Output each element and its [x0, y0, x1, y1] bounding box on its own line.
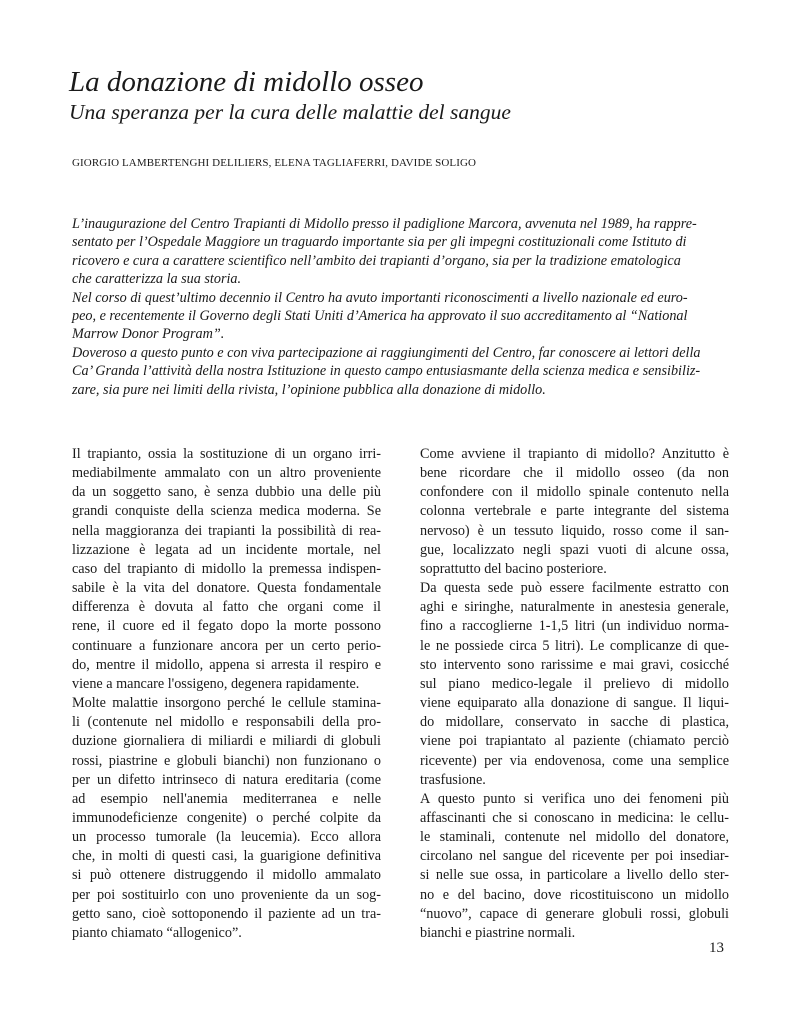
abstract-line: Doveroso a questo punto e con viva partecipazione ai raggiungimenti del Centro, far conoscere ai lettori della: [72, 344, 701, 361]
body-line: do, mentre il midollo, appena si arresta il respiro e: [72, 656, 381, 673]
body-line: si può ottenere distruggendo il midollo ammalato: [72, 867, 381, 884]
body-line: viene equiparato alla donazione di sangue. Il liqui-: [420, 695, 729, 712]
body-line: per poi sostituirlo con uno proveniente da un sog-: [72, 886, 381, 903]
body-line: soprattutto del bacino posteriore.: [420, 560, 607, 577]
abstract-line: che caratterizza la sua storia.: [72, 271, 242, 288]
body-line: pianto chiamato “allogenico”.: [72, 924, 242, 941]
body-line: rene, il cuore ed il fegato dopo la morte possono: [72, 618, 381, 635]
body-line: gue, localizzato negli spazi vuoti di alcune ossa,: [420, 541, 729, 558]
abstract-line: Marrow Donor Program”.: [72, 326, 225, 343]
article-abstract: [72, 215, 732, 399]
body-line: Come avviene il trapianto di midollo? Anzitutto è: [420, 446, 729, 462]
body-line: li (contenute nel midollo e responsabili della pro-: [72, 714, 381, 731]
body-line: continuare a funzionare ancora per un certo perio-: [72, 637, 381, 654]
article-subtitle: Una speranza per la cura delle malattie del sangue: [69, 100, 511, 124]
body-line: circolano nel sangue del ricevente per poi insediar-: [420, 848, 729, 865]
body-column-left: [72, 445, 381, 943]
body-line: sto intervento sono rarissime e mai gravi, cosicché: [420, 656, 729, 673]
body-line: trasfusione.: [420, 771, 486, 788]
body-line: si nelle sue ossa, in particolare a livello dello ster-: [420, 867, 729, 884]
abstract-line: sentato per l’Ospedale Maggiore un traguardo importante sia per gli impegni costituzionali come Istituto di: [72, 234, 687, 251]
page-number: 13: [709, 940, 724, 956]
abstract-line: Nel corso di quest’ultimo decennio il Centro ha avuto importanti riconoscimenti a livello nazionale ed euro-: [72, 289, 688, 306]
body-line: ad esempio nell'anemia mediterranea e nelle: [72, 790, 381, 807]
body-line: getto sano, cioè sottoponendo il paziente ad un tra-: [72, 905, 381, 922]
body-line: no e del bacino, dove ricostituiscono un midollo: [420, 886, 729, 903]
body-line: lizzazione è legata ad un incidente mortale, nel: [72, 541, 381, 558]
body-line: sul piano medico-legale il prelievo di midollo: [420, 675, 729, 692]
body-line: rossi, piastrine e globuli bianchi) non funzionano o: [72, 752, 381, 769]
abstract-line: zare, sia pure nei limiti della rivista, l’opinione pubblica alla donazione di midollo.: [72, 381, 546, 398]
body-line: nervoso) è un tessuto liquido, rosso come il san-: [420, 522, 729, 539]
body-line: caso del trapianto di midollo la premessa indispen-: [72, 560, 381, 577]
body-line: affascinanti che si conoscano in medicina: le cellu-: [420, 809, 729, 826]
body-line: ricevente) per via endovenosa, come una semplice: [420, 752, 729, 769]
body-line: le staminali, contenute nel midollo del donatore,: [420, 829, 729, 846]
body-line: colonna vertebrale e parte integrante del sistema: [420, 503, 729, 520]
body-column-right: [420, 445, 729, 943]
body-line: differenza è dovuta al fatto che organi come il: [72, 599, 381, 616]
body-line: un processo tumorale (la leucemia). Ecco allora: [72, 829, 381, 846]
body-line: bianchi e piastrine normali.: [420, 924, 576, 941]
body-line: aghi e siringhe, naturalmente in anestesia generale,: [420, 599, 729, 616]
body-line: Da questa sede può essere facilmente estratto con: [420, 580, 729, 597]
body-line: Molte malattie insorgono perché le cellule stamina-: [72, 695, 381, 712]
body-line: duzione giornaliera di miliardi e miliardi di globuli: [72, 733, 381, 750]
body-line: fino a raccoglierne 1-1,5 litri (un individuo norma-: [420, 618, 729, 635]
body-line: le ne possiede circa 5 litri). Le complicanze di que-: [420, 637, 729, 654]
body-line: grandi conquiste della scienza medica moderna. Se: [72, 503, 381, 520]
body-line: Il trapianto, ossia la sostituzione di un organo irri-: [72, 446, 381, 462]
article-title: La donazione di midollo osseo: [69, 66, 424, 98]
body-line: confondere con il midollo spinale contenuto nella: [420, 484, 729, 501]
body-line: mediabilmente ammalato con un altro proveniente: [72, 465, 381, 482]
body-line: che, in molti di questi casi, la guarigione definitiva: [72, 848, 381, 865]
body-line: per un difetto intrinseco di natura ereditaria (come: [72, 771, 381, 788]
abstract-line: peo, e recentemente il Governo degli Stati Uniti d’America ha approvato il suo accreditamento al “National: [72, 308, 688, 325]
article-authors: GIORGIO LAMBERTENGHI DELILIERS, ELENA TAGLIAFERRI, DAVIDE SOLIGO: [72, 157, 477, 169]
abstract-line: ricovero e cura a carattere scientifico nell’ambito dei trapianti d’organo, sia per la tradizione ematologica: [72, 252, 681, 269]
body-line: A questo punto si verifica uno dei fenomeni più: [420, 790, 729, 807]
body-line: bene ricordare che il midollo osseo (da non: [420, 465, 729, 482]
body-line: do midollare, conservato in sacche di plastica,: [420, 714, 729, 731]
body-line: immunodeficienze congenite) o perché colpite da: [72, 809, 381, 826]
body-line: viene a mancare l'ossigeno, degenera rapidamente.: [72, 675, 360, 692]
abstract-line: L’inaugurazione del Centro Trapianti di Midollo presso il padiglione Marcora, avvenuta nel 1989, ha rappre-: [72, 216, 697, 232]
body-line: “nuovo”, capace di generare globuli rossi, globuli: [420, 905, 729, 922]
body-line: sabile è la vita del donatore. Questa fondamentale: [72, 580, 381, 597]
body-line: viene poi trapiantato al paziente (chiamato perciò: [420, 733, 729, 750]
body-line: nella maggioranza dei trapianti la possibilità di rea-: [72, 522, 381, 539]
body-line: da un soggetto sano, è senza dubbio una delle più: [72, 484, 381, 501]
abstract-line: Ca’ Granda l’attività della nostra Istituzione in questo campo entusiasmante della scienza medica e sensibiliz-: [72, 363, 701, 380]
